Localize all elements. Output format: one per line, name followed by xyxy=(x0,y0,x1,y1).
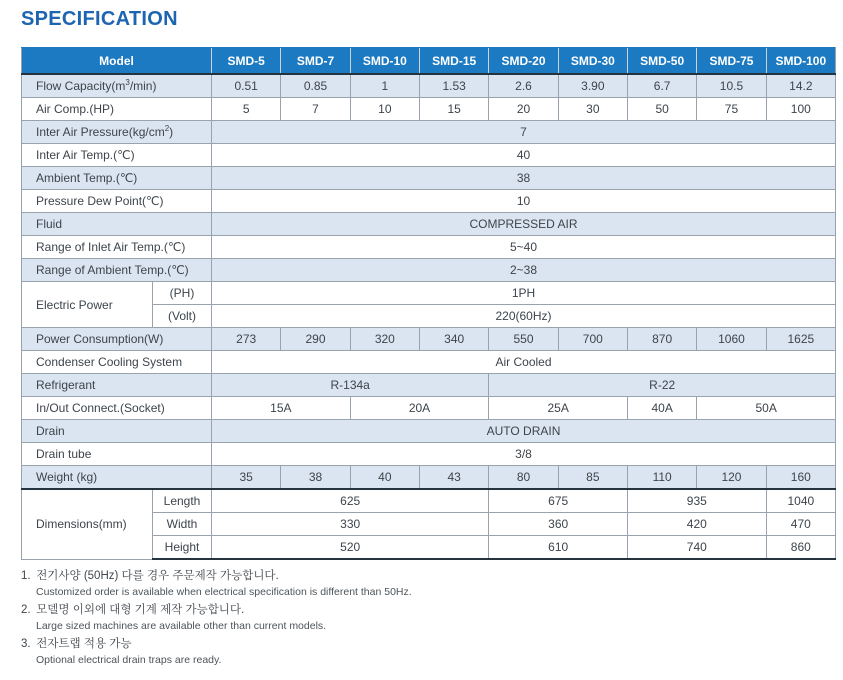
cell-flow-capacity-8: 14.2 xyxy=(766,74,835,98)
row-label-inter-air-temp: Inter Air Temp.(℃) xyxy=(22,144,212,167)
cell-dimensions-length-3: 1040 xyxy=(766,489,835,513)
column-header-smd-7: SMD-7 xyxy=(281,48,350,75)
cell-air-comp-8: 100 xyxy=(766,98,835,121)
column-header-smd-75: SMD-75 xyxy=(697,48,766,75)
row-inter-air-pressure xyxy=(22,121,836,144)
cell-air-comp-5: 30 xyxy=(558,98,627,121)
header-row xyxy=(22,48,836,75)
cell-weight-2: 40 xyxy=(350,466,419,490)
cell-drain-tube-0: 3/8 xyxy=(212,443,836,466)
cell-air-comp-6: 50 xyxy=(627,98,696,121)
column-header-smd-100: SMD-100 xyxy=(766,48,835,75)
cell-weight-7: 120 xyxy=(697,466,766,490)
column-header-smd-10: SMD-10 xyxy=(350,48,419,75)
row-range-inlet-air-temp xyxy=(22,236,836,259)
cell-dimensions-width-3: 470 xyxy=(766,513,835,536)
row-label-range-ambient-temp: Range of Ambient Temp.(℃) xyxy=(22,259,212,282)
row-label-weight: Weight (kg) xyxy=(22,466,212,490)
cell-dimensions-width-1: 360 xyxy=(489,513,628,536)
row-label-condenser-cooling-system: Condenser Cooling System xyxy=(22,351,212,374)
cell-inout-connect-socket-2: 25A xyxy=(489,397,628,420)
cell-ambient-temp-0: 38 xyxy=(212,167,836,190)
cell-range-ambient-temp-0: 2~38 xyxy=(212,259,836,282)
cell-weight-5: 85 xyxy=(558,466,627,490)
cell-flow-capacity-2: 1 xyxy=(350,74,419,98)
cell-power-consumption-8: 1625 xyxy=(766,328,835,351)
column-header-smd-5: SMD-5 xyxy=(212,48,281,75)
cell-air-comp-4: 20 xyxy=(489,98,558,121)
cell-dimensions-height-1: 610 xyxy=(489,536,628,560)
footnote-1-number: 1. xyxy=(21,570,31,582)
footnote-1-korean-text: 전기사양 (50Hz) 다를 경우 주문제작 가능합니다. xyxy=(36,570,279,582)
row-inter-air-temp xyxy=(22,144,836,167)
cell-flow-capacity-3: 1.53 xyxy=(420,74,489,98)
cell-flow-capacity-6: 6.7 xyxy=(627,74,696,98)
row-label-drain: Drain xyxy=(22,420,212,443)
cell-flow-capacity-5: 3.90 xyxy=(558,74,627,98)
row-group-label-dimensions-length: Dimensions(mm) xyxy=(22,489,153,559)
cell-flow-capacity-0: 0.51 xyxy=(212,74,281,98)
cell-air-comp-2: 10 xyxy=(350,98,419,121)
cell-inout-connect-socket-0: 15A xyxy=(212,397,351,420)
cell-dimensions-height-0: 520 xyxy=(212,536,489,560)
row-drain-tube xyxy=(22,443,836,466)
cell-dimensions-width-2: 420 xyxy=(627,513,766,536)
row-label-pressure-dew-point: Pressure Dew Point(℃) xyxy=(22,190,212,213)
footnote-3-number: 3. xyxy=(21,638,31,650)
row-label-fluid: Fluid xyxy=(22,213,212,236)
cell-pressure-dew-point-0: 10 xyxy=(212,190,836,213)
cell-air-comp-0: 5 xyxy=(212,98,281,121)
row-condenser-cooling-system xyxy=(22,351,836,374)
cell-condenser-cooling-system-0: Air Cooled xyxy=(212,351,836,374)
footnote-2 xyxy=(21,602,811,633)
cell-dimensions-length-1: 675 xyxy=(489,489,628,513)
cell-inout-connect-socket-3: 40A xyxy=(627,397,696,420)
cell-air-comp-7: 75 xyxy=(697,98,766,121)
page-title: SPECIFICATION xyxy=(21,8,178,30)
cell-weight-1: 38 xyxy=(281,466,350,490)
row-refrigerant xyxy=(22,374,836,397)
footnote-2-korean xyxy=(21,602,811,618)
cell-electric-power-ph-0: 1PH xyxy=(212,282,836,305)
footnote-3-english: Optional electrical drain traps are ready. xyxy=(36,654,222,666)
specification-table xyxy=(21,47,836,560)
cell-weight-3: 43 xyxy=(420,466,489,490)
cell-refrigerant-0: R-134a xyxy=(212,374,489,397)
column-header-model: Model xyxy=(22,48,212,75)
cell-dimensions-height-3: 860 xyxy=(766,536,835,560)
cell-power-consumption-5: 700 xyxy=(558,328,627,351)
cell-flow-capacity-4: 2.6 xyxy=(489,74,558,98)
cell-power-consumption-4: 550 xyxy=(489,328,558,351)
row-sublabel-dimensions-length: Length xyxy=(153,489,212,513)
row-label-range-inlet-air-temp: Range of Inlet Air Temp.(℃) xyxy=(22,236,212,259)
row-dimensions-length xyxy=(22,489,836,513)
row-label-flow-capacity: Flow $Capacity(m^3/\min)$ xyxy=(22,74,212,98)
cell-power-consumption-7: 1060 xyxy=(697,328,766,351)
cell-weight-4: 80 xyxy=(489,466,558,490)
row-sublabel-electric-power-ph: (PH) xyxy=(153,282,212,305)
cell-dimensions-height-2: 740 xyxy=(627,536,766,560)
row-label-air-comp: Air Comp.(HP) xyxy=(22,98,212,121)
cell-weight-0: 35 xyxy=(212,466,281,490)
footnote-3-korean xyxy=(21,636,811,652)
cell-inter-air-temp-0: 40 xyxy=(212,144,836,167)
cell-inout-connect-socket-4: 50A xyxy=(697,397,836,420)
footnote-1-korean xyxy=(21,568,811,584)
cell-power-consumption-6: 870 xyxy=(627,328,696,351)
cell-inout-connect-socket-1: 20A xyxy=(350,397,489,420)
row-label-refrigerant: Refrigerant xyxy=(22,374,212,397)
cell-dimensions-width-0: 330 xyxy=(212,513,489,536)
cell-air-comp-3: 15 xyxy=(420,98,489,121)
footnote-3 xyxy=(21,636,811,667)
row-fluid xyxy=(22,213,836,236)
specification-table-wrap xyxy=(21,47,836,560)
row-pressure-dew-point xyxy=(22,190,836,213)
row-sublabel-electric-power-volt: (Volt) xyxy=(153,305,212,328)
row-label-drain-tube: Drain tube xyxy=(22,443,212,466)
footnotes xyxy=(21,568,811,670)
row-range-ambient-temp xyxy=(22,259,836,282)
cell-drain-0: AUTO DRAIN xyxy=(212,420,836,443)
footnote-3-korean-text: 전자트랩 적용 가능 xyxy=(36,638,132,650)
cell-fluid-0: COMPRESSED AIR xyxy=(212,213,836,236)
cell-refrigerant-1: R-22 xyxy=(489,374,836,397)
row-weight xyxy=(22,466,836,490)
row-electric-power-ph xyxy=(22,282,836,305)
row-air-comp xyxy=(22,98,836,121)
cell-power-consumption-3: 340 xyxy=(420,328,489,351)
cell-dimensions-length-2: 935 xyxy=(627,489,766,513)
cell-range-inlet-air-temp-0: 5~40 xyxy=(212,236,836,259)
cell-dimensions-length-0: 625 xyxy=(212,489,489,513)
cell-electric-power-volt-0: 220(60Hz) xyxy=(212,305,836,328)
column-header-smd-20: SMD-20 xyxy=(489,48,558,75)
footnote-2-number: 2. xyxy=(21,604,31,616)
row-drain xyxy=(22,420,836,443)
row-power-consumption xyxy=(22,328,836,351)
column-header-smd-30: SMD-30 xyxy=(558,48,627,75)
cell-power-consumption-1: 290 xyxy=(281,328,350,351)
cell-inter-air-pressure-0: 7 xyxy=(212,121,836,144)
cell-flow-capacity-7: 10.5 xyxy=(697,74,766,98)
row-flow-capacity xyxy=(22,74,836,98)
row-label-inout-connect-socket: In/Out Connect.(Socket) xyxy=(22,397,212,420)
footnote-2-korean-text: 모델명 이외에 대형 기계 제작 가능합니다. xyxy=(36,604,245,616)
cell-power-consumption-2: 320 xyxy=(350,328,419,351)
footnote-1 xyxy=(21,568,811,599)
row-sublabel-dimensions-height: Height xyxy=(153,536,212,560)
footnote-1-english: Customized order is available when electrical specification is different than 50Hz. xyxy=(36,586,412,598)
column-header-smd-50: SMD-50 xyxy=(627,48,696,75)
row-ambient-temp xyxy=(22,167,836,190)
row-label-ambient-temp: Ambient Temp.(℃) xyxy=(22,167,212,190)
cell-flow-capacity-1: 0.85 xyxy=(281,74,350,98)
row-label-inter-air-pressure: Inter Air $Pressure(kg/cm^2)$ xyxy=(22,121,212,144)
row-sublabel-dimensions-width: Width xyxy=(153,513,212,536)
row-group-label-electric-power-ph: Electric Power xyxy=(22,282,153,328)
cell-power-consumption-0: 273 xyxy=(212,328,281,351)
cell-weight-6: 110 xyxy=(627,466,696,490)
cell-weight-8: 160 xyxy=(766,466,835,490)
row-inout-connect-socket xyxy=(22,397,836,420)
row-label-power-consumption: Power Consumption(W) xyxy=(22,328,212,351)
footnote-2-english: Large sized machines are available other than current models. xyxy=(36,620,327,632)
cell-air-comp-1: 7 xyxy=(281,98,350,121)
column-header-smd-15: SMD-15 xyxy=(420,48,489,75)
